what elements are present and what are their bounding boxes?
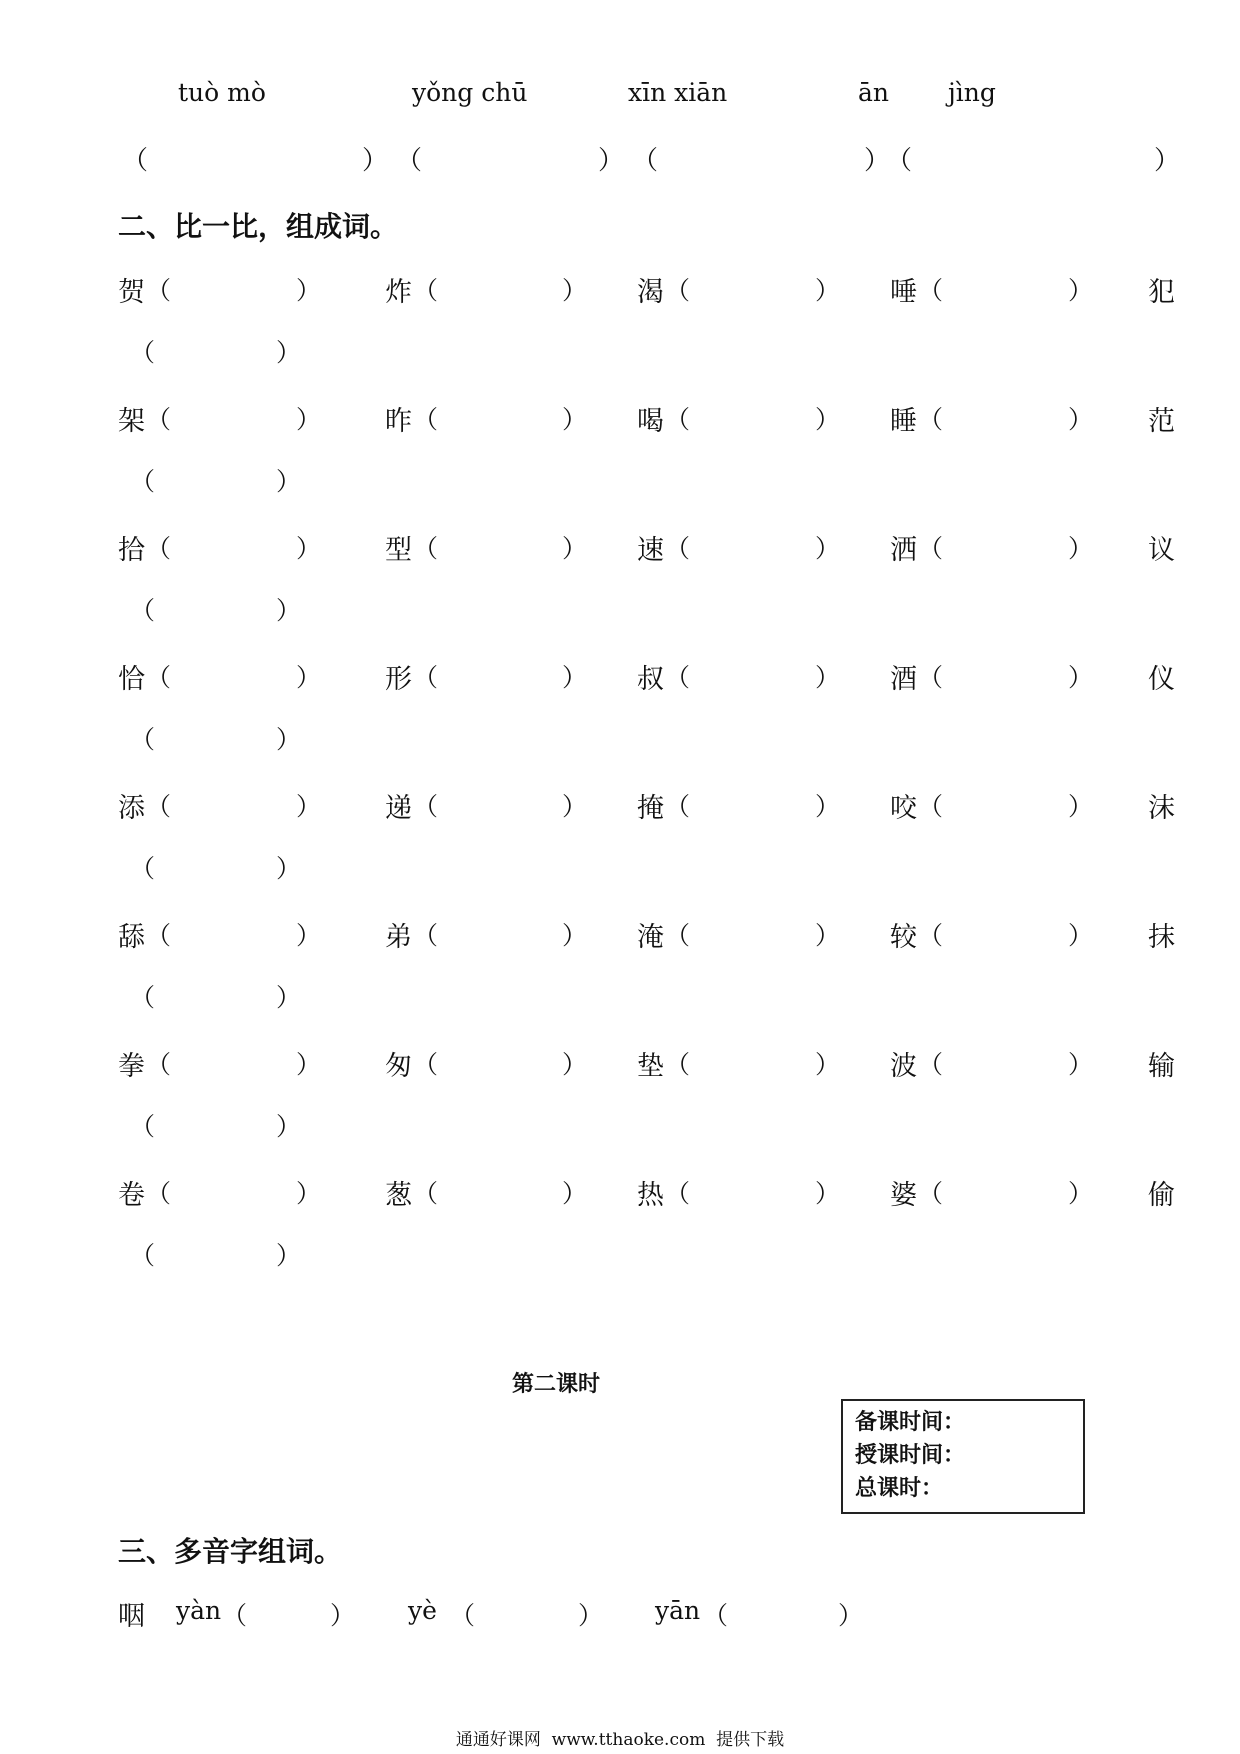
- word-char: 淹: [637, 922, 664, 953]
- blank-open-paren: （: [146, 921, 172, 950]
- blank-open-paren: （: [665, 1179, 691, 1208]
- word-char: 匆: [385, 1051, 412, 1082]
- word-char: 沫: [1148, 793, 1175, 824]
- blank-open-paren: （: [918, 276, 944, 305]
- word-char: 拾: [118, 535, 145, 566]
- blank-open-paren: （: [665, 921, 691, 950]
- blank-close-paren: ）: [276, 1112, 302, 1141]
- word-char: 弟: [385, 922, 412, 953]
- blank-close-paren: ）: [1068, 663, 1094, 692]
- word-char: 热: [637, 1180, 664, 1211]
- word-char: 拳: [118, 1051, 145, 1082]
- blank-close-paren: ）: [296, 1179, 322, 1208]
- word-char: 输: [1148, 1051, 1175, 1082]
- blank-open-paren: （: [222, 1601, 248, 1630]
- word-char: 掩: [637, 793, 664, 824]
- blank-close-paren: ）: [1068, 405, 1094, 434]
- blank-open-paren: （: [665, 1050, 691, 1079]
- word-char: 抹: [1148, 922, 1175, 953]
- blank-close-paren: ）: [276, 983, 302, 1012]
- word-char: 昨: [385, 406, 412, 437]
- blank-close-paren: ）: [864, 146, 891, 176]
- polyphone-char: 咽: [118, 1601, 145, 1632]
- blank-open-paren: （: [146, 1179, 172, 1208]
- blank-open-paren: （: [665, 792, 691, 821]
- word-char: 酒: [890, 664, 917, 695]
- blank-open-paren: （: [396, 146, 423, 176]
- section2-title: 二、比一比，组成词。: [118, 210, 399, 243]
- total-periods-label: 总课时：: [855, 1476, 944, 1501]
- reading-yan1: yān: [655, 1596, 701, 1625]
- blank-close-paren: ）: [815, 1179, 841, 1208]
- blank-open-paren: （: [130, 725, 156, 754]
- blank-open-paren: （: [130, 338, 156, 367]
- blank-close-paren: ）: [562, 276, 588, 305]
- blank-close-paren: ）: [1068, 1179, 1094, 1208]
- blank-open-paren: （: [146, 1050, 172, 1079]
- blank-close-paren: ）: [815, 1050, 841, 1079]
- blank-open-paren: （: [146, 405, 172, 434]
- blank-open-paren: （: [918, 534, 944, 563]
- blank-open-paren: （: [413, 405, 439, 434]
- pinyin-jing: jìng: [948, 78, 996, 107]
- blank-open-paren: （: [130, 983, 156, 1012]
- word-char: 炸: [385, 277, 412, 308]
- blank-open-paren: （: [918, 1050, 944, 1079]
- blank-open-paren: （: [146, 792, 172, 821]
- word-char: 舔: [118, 922, 145, 953]
- blank-open-paren: （: [413, 663, 439, 692]
- blank-close-paren: ）: [598, 146, 625, 176]
- pinyin-xinxian: xīn xiān: [628, 78, 728, 107]
- blank-open-paren: （: [130, 854, 156, 883]
- blank-open-paren: （: [413, 1179, 439, 1208]
- word-char: 速: [637, 535, 664, 566]
- pinyin-tuomo: tuò mò: [178, 78, 266, 107]
- blank-close-paren: ）: [276, 596, 302, 625]
- blank-close-paren: ）: [838, 1601, 864, 1630]
- blank-close-paren: ）: [276, 338, 302, 367]
- blank-open-paren: （: [130, 596, 156, 625]
- blank-close-paren: ）: [330, 1601, 356, 1630]
- blank-close-paren: ）: [562, 534, 588, 563]
- blank-open-paren: （: [632, 146, 659, 176]
- blank-open-paren: （: [130, 1241, 156, 1270]
- blank-open-paren: （: [146, 276, 172, 305]
- blank-open-paren: （: [665, 534, 691, 563]
- blank-close-paren: ）: [296, 921, 322, 950]
- word-char: 洒: [890, 535, 917, 566]
- word-char: 唾: [890, 277, 917, 308]
- blank-close-paren: ）: [296, 663, 322, 692]
- blank-open-paren: （: [413, 534, 439, 563]
- blank-close-paren: ）: [562, 1179, 588, 1208]
- blank-open-paren: （: [130, 1112, 156, 1141]
- blank-open-paren: （: [886, 146, 913, 176]
- prep-time-label: 备课时间：: [855, 1410, 966, 1435]
- blank-open-paren: （: [665, 663, 691, 692]
- word-char: 婆: [890, 1180, 917, 1211]
- blank-open-paren: （: [918, 921, 944, 950]
- blank-close-paren: ）: [562, 792, 588, 821]
- blank-close-paren: ）: [815, 921, 841, 950]
- word-char: 犯: [1148, 277, 1175, 308]
- blank-close-paren: ）: [296, 534, 322, 563]
- blank-close-paren: ）: [1068, 792, 1094, 821]
- blank-close-paren: ）: [578, 1601, 604, 1630]
- blank-open-paren: （: [413, 921, 439, 950]
- word-char: 仪: [1148, 664, 1175, 695]
- lesson-info-box: [841, 1399, 1085, 1514]
- teach-time-label: 授课时间：: [855, 1443, 966, 1468]
- blank-close-paren: ）: [1068, 276, 1094, 305]
- word-char: 范: [1148, 406, 1175, 437]
- blank-close-paren: ）: [815, 534, 841, 563]
- pinyin-an: ān: [858, 78, 890, 107]
- blank-open-paren: （: [918, 663, 944, 692]
- word-char: 议: [1148, 535, 1175, 566]
- blank-close-paren: ）: [562, 405, 588, 434]
- blank-open-paren: （: [450, 1601, 476, 1630]
- word-char: 递: [385, 793, 412, 824]
- blank-open-paren: （: [413, 276, 439, 305]
- word-char: 咬: [890, 793, 917, 824]
- blank-open-paren: （: [146, 663, 172, 692]
- blank-open-paren: （: [130, 467, 156, 496]
- word-char: 偷: [1148, 1180, 1175, 1211]
- blank-open-paren: （: [413, 1050, 439, 1079]
- blank-close-paren: ）: [362, 146, 389, 176]
- blank-open-paren: （: [703, 1601, 729, 1630]
- blank-close-paren: ）: [1068, 1050, 1094, 1079]
- pinyin-yongchu: yǒng chū: [412, 78, 528, 107]
- blank-close-paren: ）: [562, 1050, 588, 1079]
- word-char: 垫: [637, 1051, 664, 1082]
- blank-close-paren: ）: [296, 405, 322, 434]
- footer-text: 通通好课网 www.tthaoke.com 提供下载: [455, 1730, 785, 1750]
- reading-ye4: yè: [408, 1596, 437, 1625]
- word-char: 睡: [890, 406, 917, 437]
- reading-yan4: yàn: [176, 1596, 222, 1625]
- blank-close-paren: ）: [296, 792, 322, 821]
- blank-close-paren: ）: [815, 276, 841, 305]
- word-char: 卷: [118, 1180, 145, 1211]
- blank-close-paren: ）: [815, 663, 841, 692]
- blank-close-paren: ）: [276, 1241, 302, 1270]
- blank-open-paren: （: [665, 276, 691, 305]
- blank-open-paren: （: [146, 534, 172, 563]
- word-char: 波: [890, 1051, 917, 1082]
- blank-close-paren: ）: [276, 467, 302, 496]
- word-char: 形: [385, 664, 412, 695]
- word-char: 较: [890, 922, 917, 953]
- blank-open-paren: （: [918, 792, 944, 821]
- blank-open-paren: （: [122, 146, 149, 176]
- word-char: 型: [385, 535, 412, 566]
- blank-close-paren: ）: [815, 792, 841, 821]
- blank-open-paren: （: [918, 405, 944, 434]
- blank-close-paren: ）: [815, 405, 841, 434]
- blank-open-paren: （: [665, 405, 691, 434]
- blank-open-paren: （: [918, 1179, 944, 1208]
- word-char: 叔: [637, 664, 664, 695]
- lesson-title: 第二课时: [512, 1372, 601, 1397]
- section3-title: 三、多音字组词。: [118, 1535, 343, 1568]
- blank-close-paren: ）: [276, 725, 302, 754]
- blank-close-paren: ）: [296, 276, 322, 305]
- word-char: 葱: [385, 1180, 412, 1211]
- blank-close-paren: ）: [1154, 146, 1181, 176]
- blank-close-paren: ）: [562, 921, 588, 950]
- word-char: 架: [118, 406, 145, 437]
- blank-close-paren: ）: [1068, 921, 1094, 950]
- word-char: 贺: [118, 277, 145, 308]
- blank-close-paren: ）: [1068, 534, 1094, 563]
- word-char: 添: [118, 793, 145, 824]
- blank-close-paren: ）: [296, 1050, 322, 1079]
- blank-close-paren: ）: [562, 663, 588, 692]
- word-char: 恰: [118, 664, 145, 695]
- word-char: 喝: [637, 406, 664, 437]
- blank-open-paren: （: [413, 792, 439, 821]
- word-char: 渴: [637, 277, 664, 308]
- blank-close-paren: ）: [276, 854, 302, 883]
